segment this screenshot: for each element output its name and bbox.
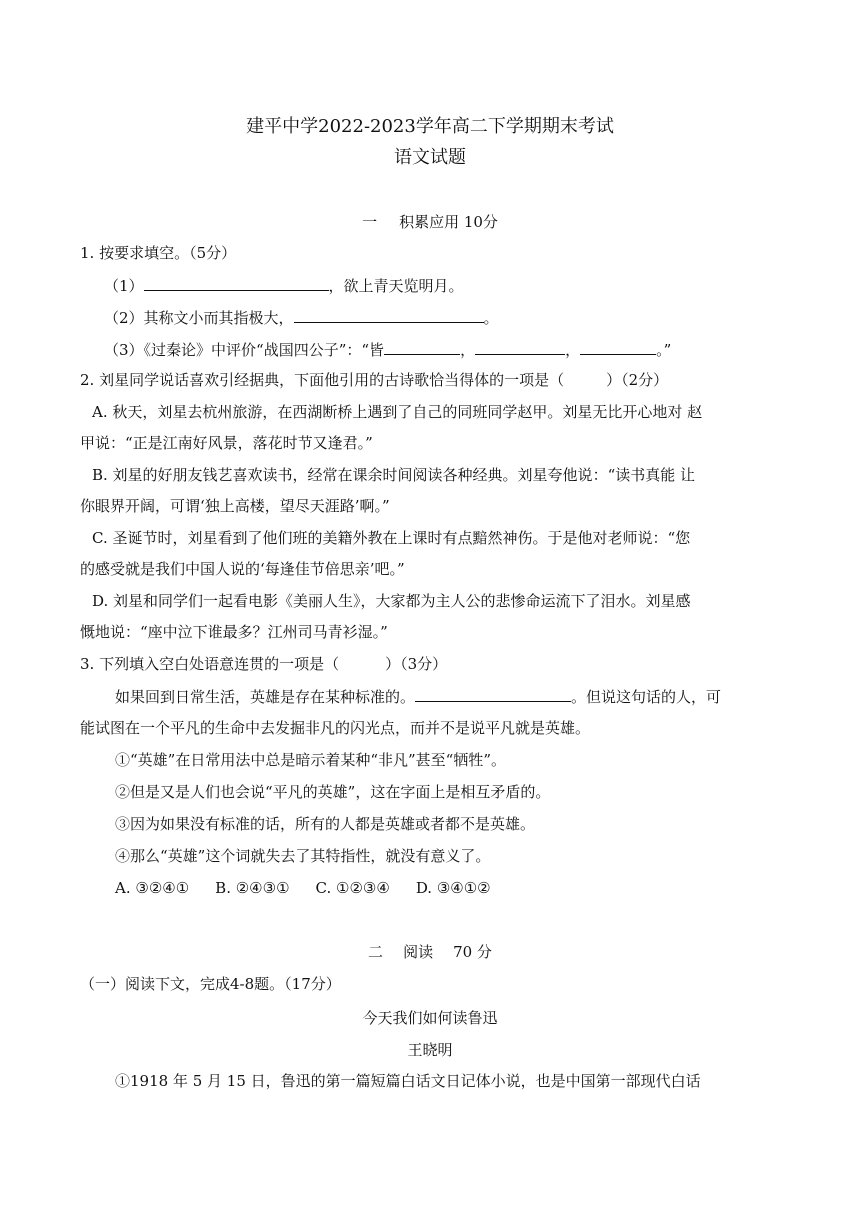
quote-end: 。” <box>656 341 672 359</box>
q2-option-a-line1: A. 秋天，刘星去杭州旅游，在西湖断桥上遇到了自己的同班同学赵甲。刘星无比开心地对 赵 <box>92 403 703 421</box>
q3-option-a: A. ③②④① <box>115 879 190 897</box>
article-author: 王晓明 <box>407 1041 453 1059</box>
section-1-label: 积累应用 10分 <box>399 213 498 231</box>
q3-option-b: B. ②④③① <box>215 879 290 897</box>
q3-option-c: C. ①②③④ <box>315 879 390 897</box>
q3-stem-text: 3. 下列填入空白处语意连贯的一项是（ <box>80 655 340 673</box>
q3-sentence-1: ①“英雄”在日常用法中总是暗示着某种“非凡”甚至“牺牲”。 <box>115 751 507 769</box>
article-paragraph-1: ①1918 年 5 月 15 日，鲁迅的第一篇短篇白话文日记体小说，也是中国第一部现代白话 <box>115 1072 701 1090</box>
q2-option-d-line1: D. 刘星和同学们一起看电影《美丽人生》，大家都为主人公的悲惨命运流下了泪水。刘星感 <box>92 592 691 610</box>
q1-stem: 1. 按要求填空。（5分） <box>80 244 237 262</box>
comma: ， <box>460 341 476 359</box>
section-2-heading <box>0 942 860 962</box>
q1-item-2 <box>104 307 499 328</box>
q3-passage-line2: 能试图在一个平凡的生命中去发掘非凡的闪光点，而并不是说平凡就是英雄。 <box>80 719 591 737</box>
q3-passage-text: 。但说这句话的人，可 <box>571 688 722 706</box>
q2-stem <box>80 370 668 390</box>
q1-item-1-label: （1） <box>104 277 144 295</box>
q1-item-3 <box>104 339 671 360</box>
q2-stem-text: 2. 刘星同学说话喜欢引经据典，下面他引用的古诗歌恰当得体的一项是（ <box>80 371 565 389</box>
q1-item-1-text: ，欲上青天览明月。 <box>328 277 464 295</box>
section-2-number: 二 <box>368 943 384 961</box>
q2-option-d-line2: 慨地说：“座中泣下谁最多？江州司马青衫湿。” <box>80 623 388 641</box>
q3-options <box>115 878 491 898</box>
q2-option-c-line1: C. 圣诞节时，刘星看到了他们班的美籍外教在上课时有点黯然神伤。于是他对老师说：“您 <box>92 529 691 547</box>
section-2-label: 阅读 <box>403 943 434 961</box>
q2-option-b-line2: 你眼界开阔，可谓‘独上高楼，望尽天涯路’啊。” <box>80 497 390 515</box>
answer-blank[interactable] <box>580 339 656 355</box>
q2-option-a-line2: 甲说：“正是江南好风景，落花时节又逢君。” <box>80 434 373 452</box>
q1-item-2-text: （2）其称文小而其指极大， <box>104 309 294 327</box>
q3-passage-text: 如果回到日常生活，英雄是存在某种标准的。 <box>115 688 416 706</box>
reading-subsection-1: （一）阅读下文，完成4-8题。（17分） <box>80 975 341 993</box>
q3-score: ）（3分） <box>385 655 448 673</box>
q1-item-2-end: 。 <box>483 309 499 327</box>
section-2-score: 70 分 <box>453 943 492 961</box>
q2-option-b-line1: B. 刘星的好朋友钱艺喜欢读书，经常在课余时间阅读各种经典。刘星夸他说：“读书真能 让 <box>92 466 695 484</box>
article-title: 今天我们如何读鲁迅 <box>362 1009 498 1027</box>
answer-blank[interactable] <box>384 339 460 355</box>
q2-option-c-line2: 的感受就是我们中国人说的‘每逢佳节倍思亲’吧。” <box>80 560 405 578</box>
section-1-heading <box>0 212 860 232</box>
q2-score: ）（2分） <box>606 371 669 389</box>
answer-blank[interactable] <box>415 686 571 702</box>
q1-item-3-text: （3）《过秦论》中评价“战国四公子”：“皆 <box>104 341 385 359</box>
answer-blank[interactable] <box>475 339 565 355</box>
q3-option-d: D. ③④①② <box>415 879 491 897</box>
q3-passage-line1 <box>115 686 721 707</box>
answer-blank[interactable] <box>294 307 484 323</box>
exam-subtitle: 语文试题 <box>394 147 466 168</box>
q3-sentence-4: ④那么“英雄”这个词就失去了其特指性，就没有意义了。 <box>115 847 491 865</box>
section-1-number: 一 <box>362 213 378 231</box>
q3-stem <box>80 654 447 674</box>
answer-blank[interactable] <box>144 275 329 291</box>
comma: ， <box>565 341 581 359</box>
q1-item-1 <box>104 275 464 296</box>
q3-sentence-3: ③因为如果没有标准的话，所有的人都是英雄或者都不是英雄。 <box>115 815 536 833</box>
exam-title: 建平中学2022-2023学年高二下学期期末考试 <box>246 116 614 137</box>
q3-sentence-2: ②但是又是人们也会说“平凡的英雄”，这在字面上是相互矛盾的。 <box>115 783 551 801</box>
